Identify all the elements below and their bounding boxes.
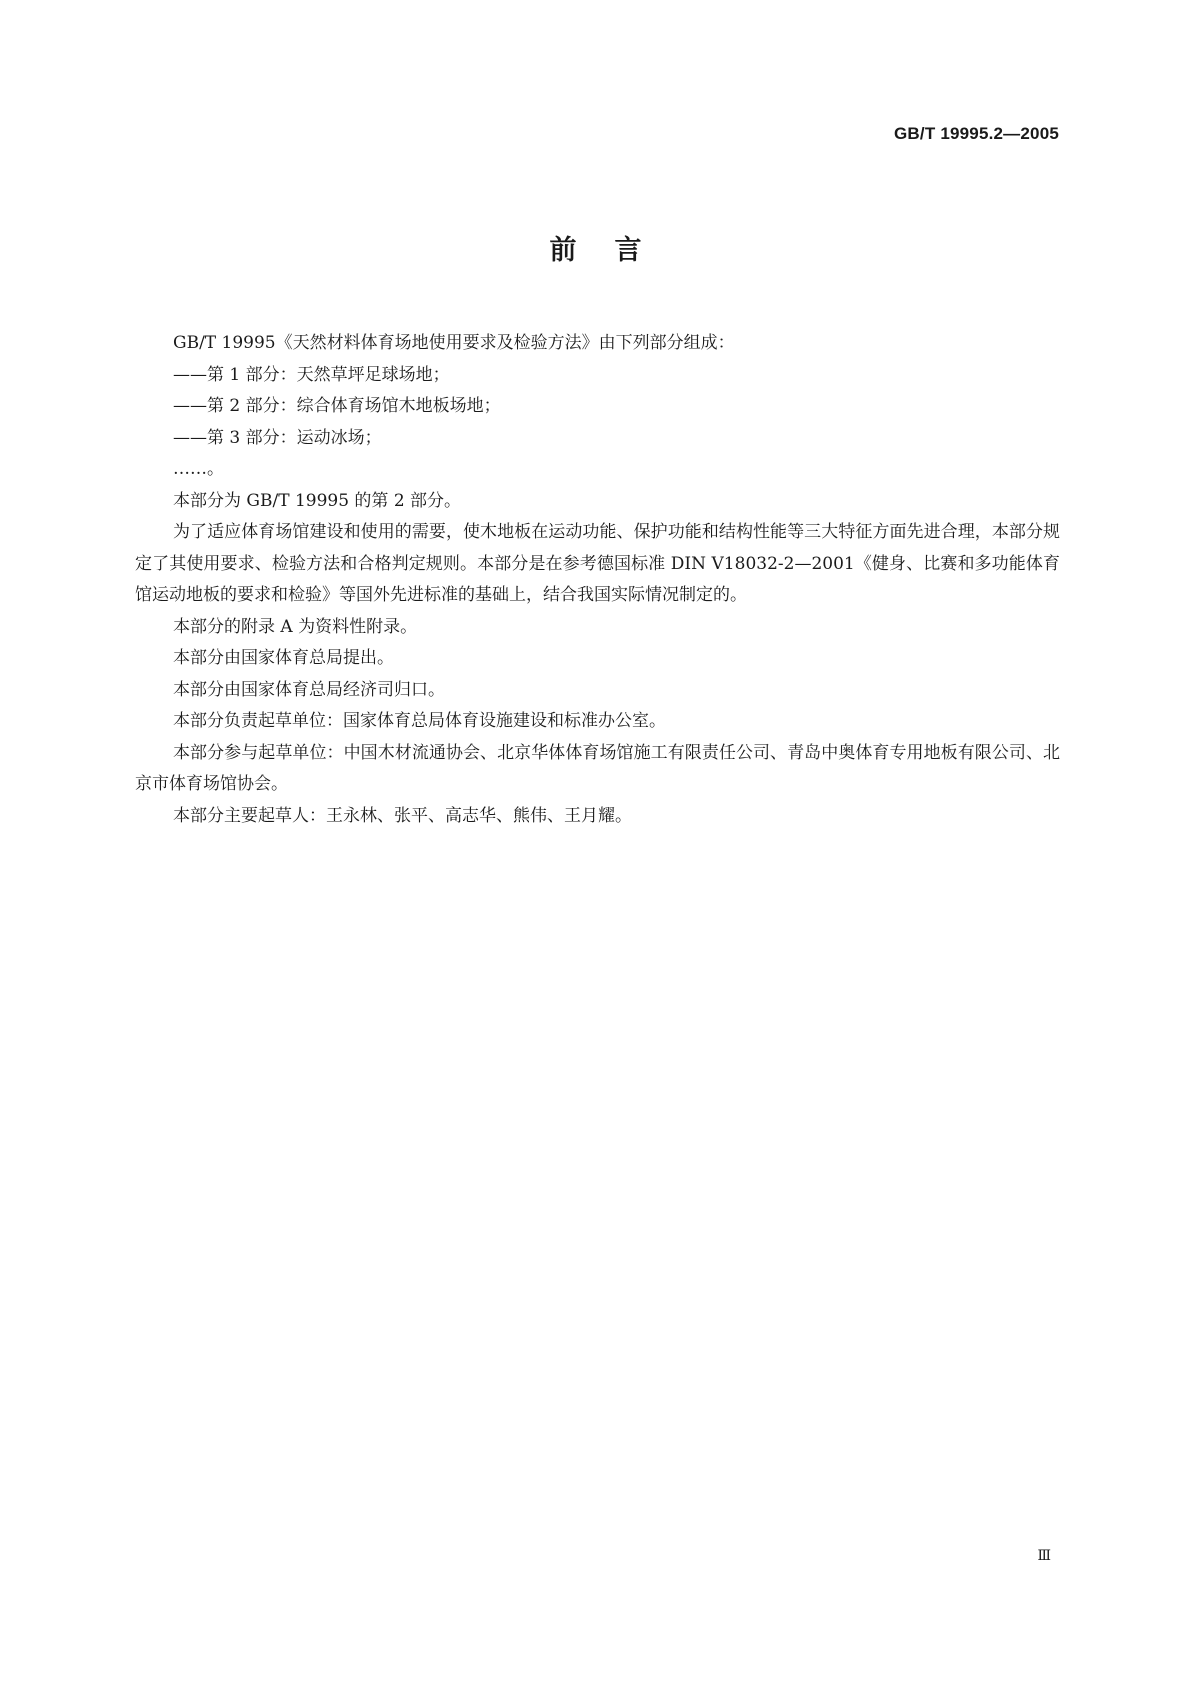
paragraph-proposed-by: 本部分由国家体育总局提出。 bbox=[173, 648, 394, 668]
list-item-part-2: ——第 2 部分：综合体育场馆木地板场地； bbox=[173, 396, 501, 416]
paragraph-drafting-unit: 本部分负责起草单位：国家体育总局体育设施建设和标准办公室。 bbox=[173, 711, 666, 731]
paragraph-this-part: 本部分为 GB/T 19995 的第 2 部分。 bbox=[173, 490, 462, 511]
list-item-part-3: ——第 3 部分：运动冰场； bbox=[173, 427, 382, 448]
page-number: Ⅲ bbox=[1037, 1548, 1051, 1564]
page-title: 前言 bbox=[549, 235, 680, 266]
list-item-part-1: ——第 1 部分：天然草坪足球场地； bbox=[173, 364, 450, 385]
paragraph-drafters: 本部分主要起草人：王永林、张平、高志华、熊伟、王月耀。 bbox=[173, 805, 632, 826]
foreword-body bbox=[135, 328, 1060, 832]
paragraph-appendix: 本部分的附录 A 为资料性附录。 bbox=[173, 616, 418, 637]
standard-code: GB/T 19995.2—2005 bbox=[894, 124, 1059, 143]
paragraph-participating-units: 本部分参与起草单位：中国木材流通协会、北京华体体育场馆施工有限责任公司、青岛中奥体育专用地板有限公司、北京市体育场馆协会。 bbox=[135, 742, 1060, 794]
paragraph-parts-intro: GB/T 19995《天然材料体育场地使用要求及检验方法》由下列部分组成： bbox=[173, 333, 735, 353]
list-item-ellipsis: ……。 bbox=[173, 459, 224, 479]
paragraph-purpose: 为了适应体育场馆建设和使用的需要，使木地板在运动功能、保护功能和结构性能等三大特征方面先进合理，本部分规定了其使用要求、检验方法和合格判定规则。本部分是在参考德国标准 DIN V18032-2—2001《健身、比赛和多功能体育馆运动地板的要求和检验》等国外先进标准的基础上，结合我国实际情况制定的。 bbox=[135, 522, 1060, 605]
paragraph-centralized-by: 本部分由国家体育总局经济司归口。 bbox=[173, 679, 445, 700]
